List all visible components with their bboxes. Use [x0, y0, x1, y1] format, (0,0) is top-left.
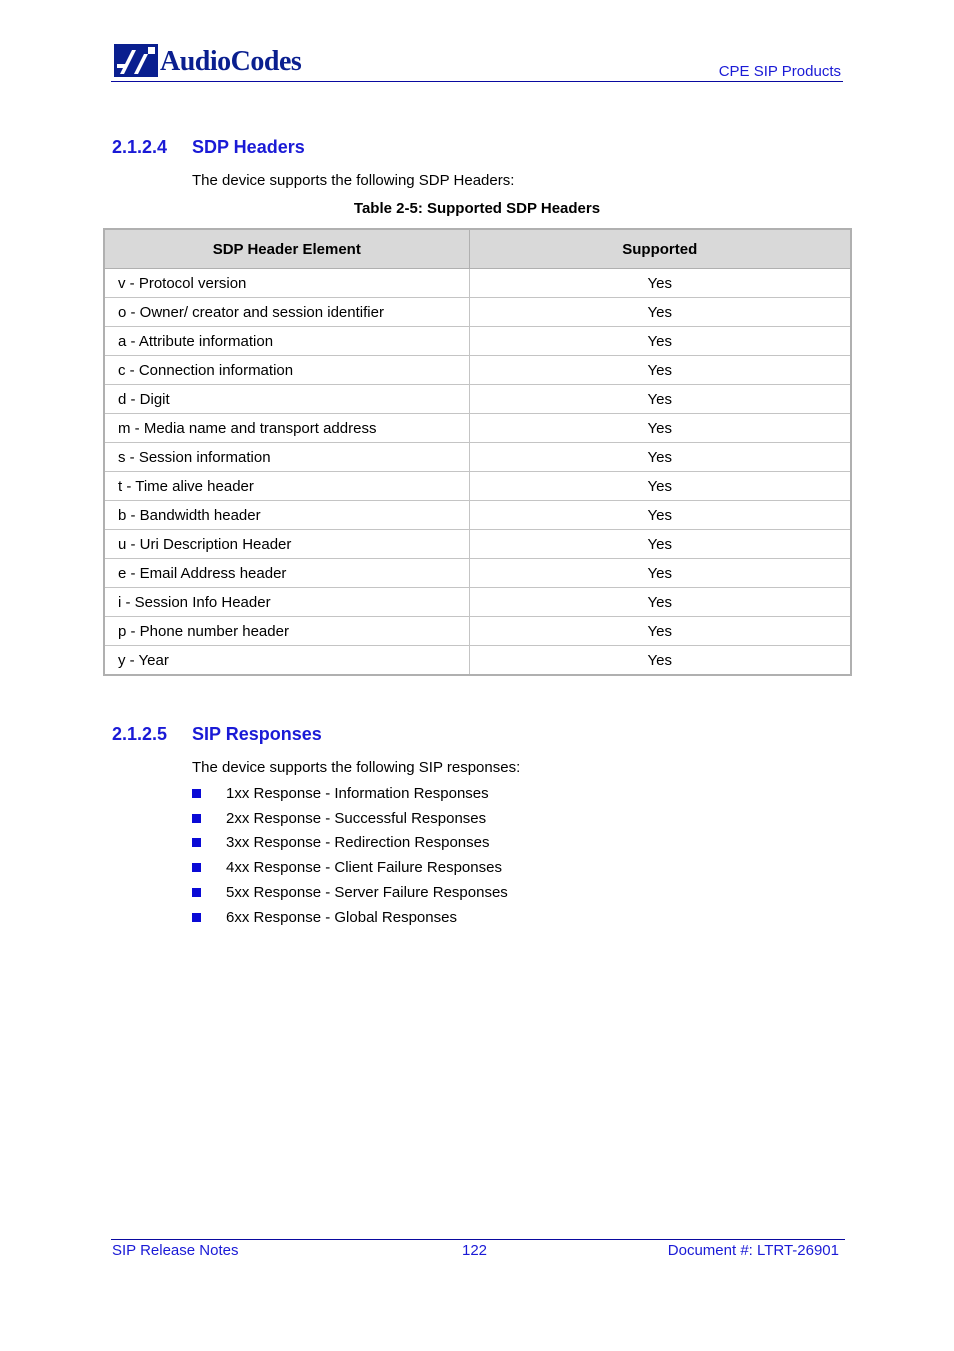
- list-item: [192, 781, 508, 806]
- table-row: [104, 588, 851, 617]
- list-item: [192, 905, 508, 930]
- list-item-text: 6xx Response - Global Responses: [226, 908, 457, 926]
- supported-cell: Yes: [469, 501, 851, 530]
- sip-intro-text: The device supports the following SIP responses:: [192, 759, 521, 776]
- table-row: [104, 298, 851, 327]
- header-element-cell: p - Phone number header: [104, 617, 469, 646]
- table-row: [104, 617, 851, 646]
- column-header: Supported: [469, 229, 851, 269]
- list-item: [192, 831, 508, 856]
- supported-cell: Yes: [469, 414, 851, 443]
- header-element-cell: e - Email Address header: [104, 559, 469, 588]
- bullet-square-icon: [192, 789, 201, 798]
- table-row: [104, 385, 851, 414]
- list-item: [192, 880, 508, 905]
- section-number: 2.1.2.4: [112, 137, 168, 157]
- table-row: [104, 501, 851, 530]
- sdp-section-heading: [112, 137, 305, 158]
- supported-cell: Yes: [469, 298, 851, 327]
- table-row: [104, 356, 851, 385]
- section-number: 2.1.2.5: [112, 724, 168, 744]
- list-item-text: 4xx Response - Client Failure Responses: [226, 859, 502, 877]
- header-element-cell: v - Protocol version: [104, 269, 469, 298]
- header-element-cell: d - Digit: [104, 385, 469, 414]
- page-header: [111, 40, 843, 82]
- footer-doc-number: Document #: LTRT-26901: [667, 1242, 839, 1259]
- supported-cell: Yes: [469, 443, 851, 472]
- header-element-cell: b - Bandwidth header: [104, 501, 469, 530]
- list-item-text: 2xx Response - Successful Responses: [226, 809, 487, 827]
- table-row: [104, 414, 851, 443]
- list-item-text: 3xx Response - Redirection Responses: [226, 834, 490, 852]
- bullet-square-icon: [192, 838, 201, 847]
- supported-cell: Yes: [469, 588, 851, 617]
- table-row: [104, 327, 851, 356]
- header-element-cell: a - Attribute information: [104, 327, 469, 356]
- bullet-square-icon: [192, 913, 201, 922]
- page-number: 122: [462, 1242, 488, 1259]
- page-footer: [111, 1239, 845, 1259]
- column-header: SDP Header Element: [104, 229, 469, 269]
- table-row: [104, 269, 851, 298]
- bullet-square-icon: [192, 814, 201, 823]
- list-item-text: 1xx Response - Information Responses: [226, 784, 489, 802]
- table-row: [104, 530, 851, 559]
- section-title: SDP Headers: [192, 137, 305, 157]
- audiocodes-logo: [114, 44, 301, 77]
- header-element-cell: t - Time alive header: [104, 472, 469, 501]
- list-item-text: 5xx Response - Server Failure Responses: [226, 884, 508, 902]
- bullet-square-icon: [192, 888, 201, 897]
- supported-cell: Yes: [469, 327, 851, 356]
- table-row: [104, 472, 851, 501]
- supported-cell: Yes: [469, 530, 851, 559]
- list-item: [192, 806, 508, 831]
- sip-responses-list: [192, 781, 508, 930]
- bullet-square-icon: [192, 863, 201, 872]
- supported-cell: Yes: [469, 617, 851, 646]
- sip-section-heading: [112, 724, 322, 745]
- list-item: [192, 855, 508, 880]
- audiocodes-logo-icon: [114, 44, 158, 77]
- header-element-cell: o - Owner/ creator and session identifier: [104, 298, 469, 327]
- table-row: [104, 559, 851, 588]
- logo-wordmark: AudioCodes: [160, 46, 302, 77]
- header-element-cell: m - Media name and transport address: [104, 414, 469, 443]
- supported-cell: Yes: [469, 269, 851, 298]
- supported-cell: Yes: [469, 472, 851, 501]
- supported-cell: Yes: [469, 646, 851, 676]
- header-element-cell: u - Uri Description Header: [104, 530, 469, 559]
- table-row: [104, 646, 851, 676]
- supported-cell: Yes: [469, 559, 851, 588]
- table-caption: Table 2-5: Supported SDP Headers: [353, 200, 601, 217]
- header-element-cell: c - Connection information: [104, 356, 469, 385]
- table-row: [104, 443, 851, 472]
- header-element-cell: y - Year: [104, 646, 469, 676]
- supported-cell: Yes: [469, 356, 851, 385]
- supported-cell: Yes: [469, 385, 851, 414]
- footer-doc-title: SIP Release Notes: [112, 1242, 239, 1259]
- sdp-headers-table: [103, 228, 852, 676]
- section-title: SIP Responses: [192, 724, 322, 744]
- header-element-cell: s - Session information: [104, 443, 469, 472]
- sdp-intro-text: The device supports the following SDP Headers:: [192, 172, 515, 189]
- table-header-row: [104, 229, 851, 269]
- header-element-cell: i - Session Info Header: [104, 588, 469, 617]
- header-product-name: CPE SIP Products: [718, 63, 841, 80]
